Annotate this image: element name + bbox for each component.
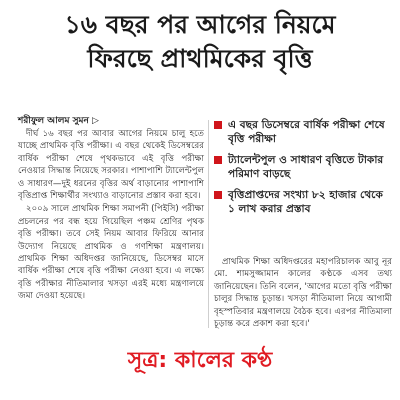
byline: শরীফুল আলম সুমন ▷	[18, 116, 99, 126]
headline	[0, 8, 400, 76]
article-paragraph: দীর্ঘ ১৬ বছর পর আবার আগের নিয়মে চালু হতে যাচ্ছে প্রাথমিক বৃত্তি পরীক্ষা। এ বছর থেকেই ডিসেম্বরের বার্ষিক পরীক্ষা শেষে পৃথকভাবে এই বৃত্তি পরীক্ষা নেওয়ার সিদ্ধান্ত নিয়েছে সরকার। পাশাপাশি ট্যালেন্টপুল ও সাধারণ—দুই ধরনের বৃত্তির অর্থ বাড়ানোর পাশাপাশি বৃত্তিপ্রাপ্ত শিক্ষার্থীর সংখ্যাও বাড়ানোর প্রস্তাব করা হবে।	[18, 129, 204, 202]
highlight-item	[214, 153, 392, 181]
highlight-item	[214, 118, 392, 146]
red-square-bullet-icon	[214, 156, 222, 164]
headline-line-2: ফিরছে প্রাথমিকের বৃত্তি	[87, 44, 313, 73]
highlight-text: ট্যালেন্টপুল ও সাধারণ বৃত্তিতে টাকার পরিমাণ বাড়ছে	[228, 154, 384, 180]
highlight-item	[214, 188, 392, 216]
article-left-column	[18, 128, 204, 304]
article-right-column	[214, 256, 392, 330]
highlights-list	[214, 118, 392, 223]
column-divider	[208, 120, 209, 328]
red-square-bullet-icon	[214, 191, 222, 199]
red-square-bullet-icon	[214, 121, 222, 129]
highlight-text: বৃত্তিপ্রাপ্তদের সংখ্যা ৮২ হাজার থেকে ১ লাখ করার প্রস্তাব	[228, 189, 383, 215]
article-paragraph: প্রাথমিক শিক্ষা অধিদপ্তরের মহাপরিচালক আবু নূর মো. শামসুজ্জামান কালের কণ্ঠকে এসব তথ্য জানিয়েছেন। তিনি বলেন, 'আগের মতো বৃত্তি পরীক্ষা চালুর সিদ্ধান্ত চূড়ান্ত। খসড়া নীতিমালা নিয়ে আগামী বৃহস্পতিবার মন্ত্রণালয়ে বৈঠক হবে। এরপর নীতিমালা চূড়ান্ত করে প্রকাশ করা হবে।'	[214, 257, 392, 330]
headline-line-1: ১৬ বছর পর আগের নিয়মে	[64, 10, 336, 39]
highlight-text: এ বছর ডিসেম্বরে বার্ষিক পরীক্ষা শেষে বৃত্তি পরীক্ষা	[228, 119, 385, 145]
source-credit: সূত্র: কালের কণ্ঠ	[127, 348, 273, 373]
article-paragraph: ২০০৯ সালে প্রাথমিক শিক্ষা সমাপনী (পিইসি) পরীক্ষা প্রচলনের পর বন্ধ হয়ে গিয়েছিল পঞ্চম শ্রেণির পৃথক বৃত্তি পরীক্ষা। তবে সেই নিয়ম আবার ফিরিয়ে আনার উদ্যোগ নিয়েছে প্রাথমিক ও গণশিক্ষা মন্ত্রণালয়। প্রাথমিক শিক্ষা অধিদপ্তর জানিয়েছে, ডিসেম্বর মাসে বার্ষিক পরীক্ষা শেষে বৃত্তি পরীক্ষা নেওয়া হবে। এ লক্ষ্যে বৃত্তি পরীক্ষার নীতিমালার খসড়া এরই মধ্যে মন্ত্রণালয়ে জমা দেওয়া হয়েছে।	[18, 204, 204, 302]
